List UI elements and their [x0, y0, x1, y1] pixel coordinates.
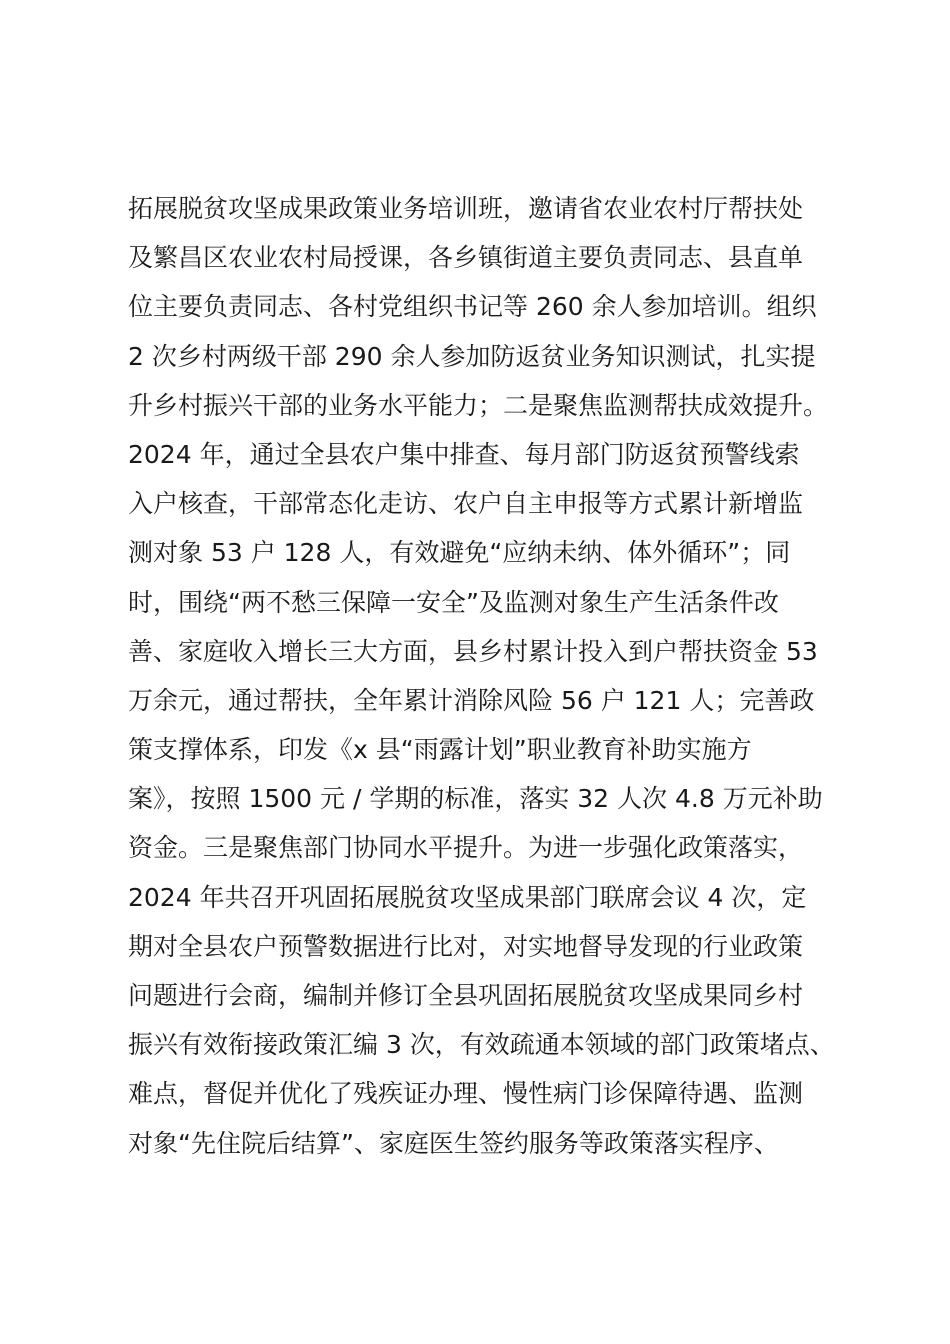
text-line: 位主要负责同志、各村党组织书记等 260 余人参加培训。组织 [128, 292, 817, 322]
text-line: 振兴有效衔接政策汇编 3 次，有效疏通本领域的部门政策堵点、 [128, 1030, 835, 1060]
text-line: 期对全县农户预警数据进行比对，对实地督导发现的行业政策 [128, 931, 804, 961]
text-line: 难点，督促并优化了残疾证办理、慢性病门诊保障待遇、监测 [128, 1079, 804, 1109]
text-line: 2024 年共召开巩固拓展脱贫攻坚成果部门联席会议 4 次，定 [128, 882, 807, 912]
text-line: 善、家庭收入增长三大方面，县乡村累计投入到户帮扶资金 53 [128, 636, 818, 666]
body-text [128, 184, 848, 1168]
text-line: 案》，按照 1500 元 / 学期的标准，落实 32 人次 4.8 万元补助 [128, 784, 823, 814]
text-line: 入户核查，干部常态化走访、农户自主申报等方式累计新增监 [128, 489, 804, 519]
text-line: 2024 年，通过全县农户集中排查、每月部门防返贫预警线索 [128, 439, 800, 469]
text-line: 对象“先住院后结算”、家庭医生签约服务等政策落实程序、 [128, 1128, 779, 1158]
text-line: 及繁昌区农业农村局授课，各乡镇街道主要负责同志、县直单 [128, 243, 804, 273]
text-line: 2 次乡村两级干部 290 余人参加防返贫业务知识测试，扎实提 [128, 341, 816, 371]
text-line: 拓展脱贫攻坚成果政策业务培训班，邀请省农业农村厅帮扶处 [128, 194, 804, 223]
text-line: 测对象 53 户 128 人，有效避免“应纳未纳、体外循环”；同 [128, 538, 791, 568]
text-line: 策支撑体系，印发《x 县“雨露计划”职业教育补助实施方 [128, 735, 752, 765]
text-line: 升乡村振兴干部的业务水平能力；二是聚焦监测帮扶成效提升。 [128, 390, 829, 420]
text-line: 资金。三是聚焦部门协同水平提升。为进一步强化政策落实， [128, 833, 804, 863]
text-line: 时，围绕“两不愁三保障一安全”及监测对象生产生活条件改 [128, 587, 779, 617]
text-line: 问题进行会商，编制并修订全县巩固拓展脱贫攻坚成果同乡村 [128, 981, 804, 1010]
text-line: 万余元，通过帮扶，全年累计消除风险 56 户 121 人；完善政 [128, 685, 815, 715]
